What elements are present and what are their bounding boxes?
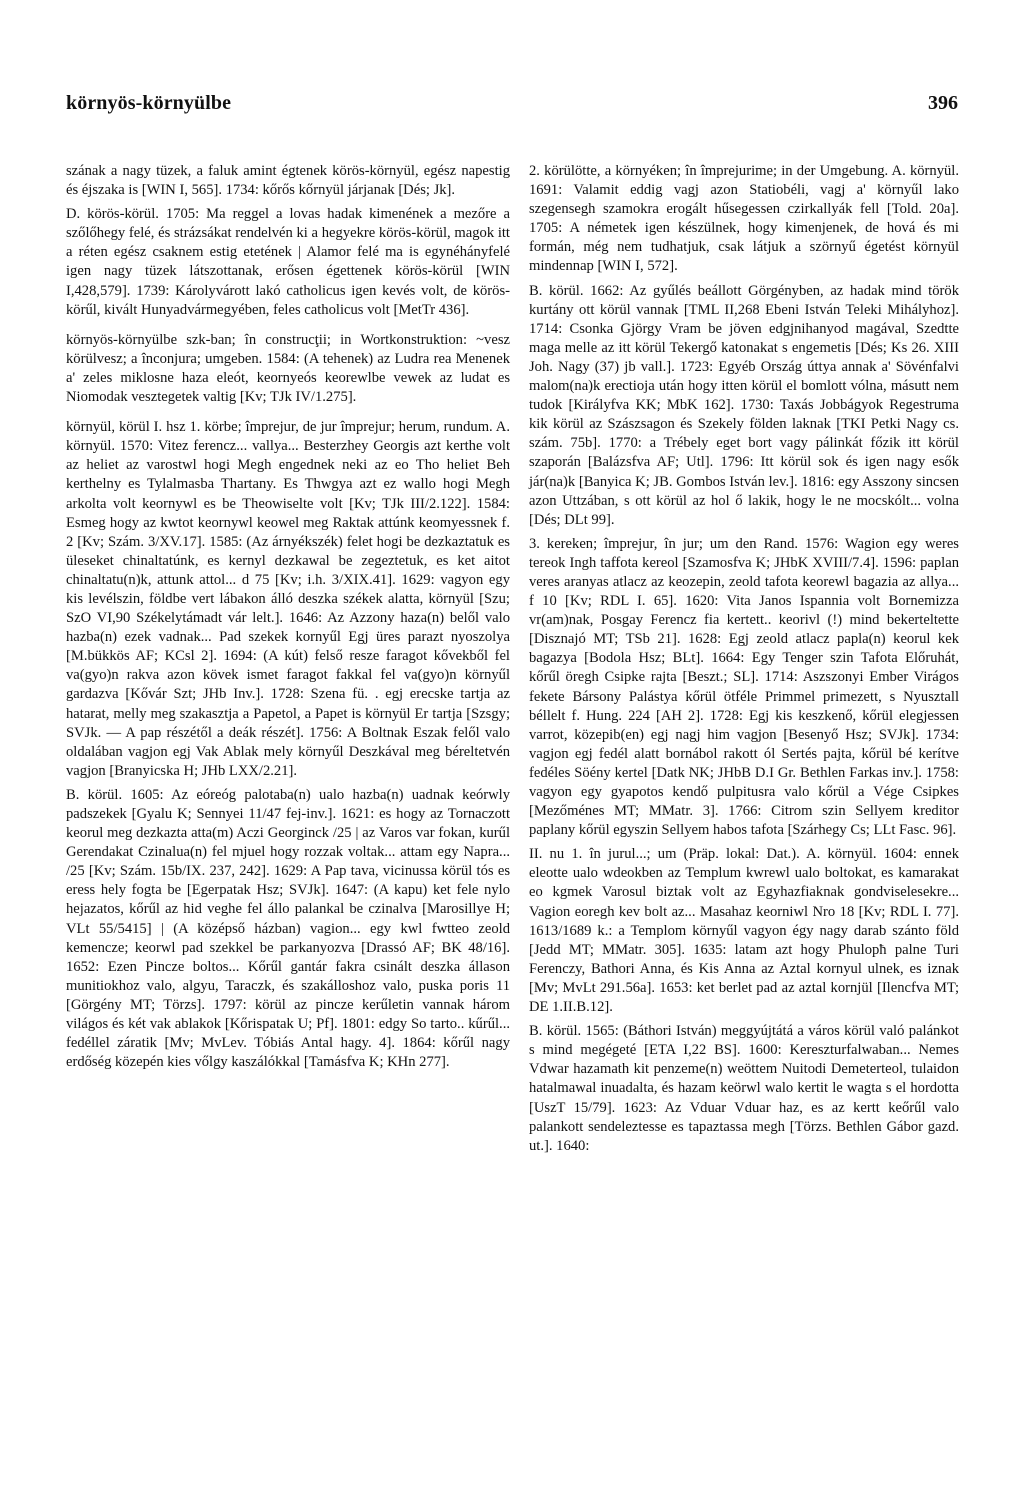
entry-paragraph: szának a nagy tüzek, a faluk amint égtenek körös-környül, egész napestig és éjszaka is [WIN I, 565]. 1734: kőrős kőrnyül járjanak [Dés; Jk]. <box>66 163 510 199</box>
left-column <box>66 162 510 1077</box>
entry-paragraph: II. nu 1. în jurul...; um (Präp. lokal: Dat.). A. környül. 1604: ennek eleotte ualo wdeokben az Templum kwrewl ualo boltokat, es kamarakat eo kgmek Varosul biztak volt az Egyhazfiaknak gondviselesekre... Vagion eoregh kev bolt az... Masahaz keorniwl Nro 18 [Kv; RDL I. 77]. 1613/1689 k.: a Templom környűl vagyon égy nagy darab szánto föld [Jedd MT; MMatr. 305]. 1635: latam azt hogy Phulopħ palne Turi Ferenczy, Bathori Anna, és Kis Anna az Aztal kornyul ulnek, es iznak [Mv; MvLt 291.56a]. 1653: ket berlet pad az aztal kornjül [Ilencfva MT; DE 1.II.B.12]. <box>529 846 959 1016</box>
entry-paragraph: B. körül. 1605: Az eóreóg palotaba(n) ualo hazba(n) uadnak keórwly padszekek [Gyalu K; Sennyei 11/47 fej-inv.]. 1621: es hogy az Tornaczott keorul meg dezkazta atta(m) Aczi Georginck /25 | az Varos var fokan, kurűl Gerendakat Czinalua(n) fel mjuel hogy rozzak voltak... attam egy Napra... /25 [Kv; Szám. 15b/IX. 237, 242]. 1629: A Pap tava, vicinussa körül tós es eress hely fogta be [Egerpatak Hsz; SVJk]. 1647: (A kapu) ket fele nylo hejazatos, kőrűl az hid veghe fel állo palankal be czinalva [Marosillye H; VLt 55/5415] | (A középső házban) vagion... egy kwl fwtteo zeold kemencze; keorwl pad szekkel be parkanyozva [Drassó AF; BK 48/16]. 1652: Ezen Pincze boltos... Kőrűl gantár fakra csinált deszka állason munitiokhoz valo, algyu, Taraczk, és szakálloshoz valo, puska poris 11 [Görgény MT; Törzs]. 1797: körül az pincze kerűletin vannak három világos és két vak ablakok [Kőrispatak U; Pf]. 1801: edgy So tarto.. kűrűl... fedéllel záratik [Mv; MvLev. Tóbiás Antal hagy. 4]. 1864: kőrűl nagy erdőség közepén kies vőlgy kaszálókkal [Tamásfva K; KHn 277]. <box>66 786 510 1071</box>
entry-paragraph: D. körös-körül. 1705: Ma reggel a lovas hadak kimenének a mezőre a szőlőhegy felé, és strázsákat rendelvén ki a hegyekre körös-körül, magok itt a réten egész csaknem estig etetének | Alamor felé ma is egynéhányfelé igen nagy tüzek látszottanak, erősen égettenek körös-körül [WIN I,428,579]. 1739: Károlyvárott lakó catholicus igen kevés volt, de körös-körűl, kivált Hunyadvármegyében, feles catholicus volt [MetTr 436]. <box>66 206 510 318</box>
right-column <box>529 162 959 1161</box>
page-number: 396 <box>928 92 958 114</box>
page-header <box>66 92 958 132</box>
entry-paragraph: B. körül. 1565: (Báthori István) meggyújtátá a város körül való palánkot s mind megégeté [ETA I,22 BS]. 1600: Kereszturfalwaban... Nemes Vdwar hazamath kit penzeme(n) weöttem Nuitodi Demeterteol, tulaidon hatalmawal inuadalta, és hazam keörwl walo kertit le wagta s el hordotta [UszT 15/79]. 1623: Az Vduar Vduar haz, es az kertt keőrűl valo palankott sendeleztesse es tapaztassa megh [Törzs. Bethlen Gábor gazd. ut.]. 1640: <box>529 1023 959 1154</box>
entry-paragraph: B. körül. 1662: Az gyűlés beállott Görgényben, az hadak mind török kurtány ott körül vannak [TML II,268 Ebeni István Teleki Mihályhoz]. 1714: Csonka Gjörgy Vram be jöven edgjnihanyod magával, Szedtte maga melle az itt körül Tekergő katonakat s engemetis [Dés; Ks 26. XIII Joh. Nagy (37) jb vall.]. 1723: Egyéb Ország úttya annak a' Sövénfalvi malom(na)k erectioja után hogy itten körül el bomlott vólna, másutt nem tudok [Királyfva KK; MbK 162]. 1730: Taxás Jobbágyok Regestruma kik körül az Szászsagon és Szekely földen laknak [TKI Petki Nagy cs. szám. 75b]. 1770: a Trébely eget bort vagy pálinkát főzik itt körül szaporán [Balázsfva AF; Utl]. 1796: Itt körül sok és igen nagy esők jár(na)k [Banyica K; JB. Gombos István lev.]. 1816: egy Asszony sincsen azon Uttzában, s ott körül az hol ő lakik, hogy le ne mocskólt... volna [Dés; DLt 99]. <box>529 282 959 528</box>
running-head: környös-környülbe <box>66 92 232 114</box>
entry-paragraph: 2. körülötte, a környéken; în împrejurime; in der Umgebung. A. környül. 1691: Valamit eddig vagj azon Statiobéli, vagj a' környűl lako szegensegh szamokra erogált hűsegessen czirkallyák fell [Told. 20a]. 1705: A németek igen készülnek, hogy kimenjenek, de hová és mi formán, még nem tudhatjuk, csak látjuk a szörnyű égetést környül mindennap [WIN I, 572]. <box>529 163 959 275</box>
entry-paragraph: környül, körül I. hsz 1. körbe; împrejur, de jur împrejur; herum, rundum. A. környül. 1570: Vitez ferencz... vallya... Besterzhey Georgis azt kerthe volt az heliet az varostwl hogi Megh engednek neki az eo Tho heliet Beh kerthelny es Tylalmasba Thartany. Es Thwgya azt ez wallo hogi Megh arkolta volt keornywl es be Theowiselte volt [Kv; TJk III/2.122]. 1584: Esmeg hogy az kwtot keornywl keowel meg Raktak attúnk keomyessnek f. 2 [Kv; Szám. 3/XV.17]. 1585: (Az árnyékszék) felet hogi be dezkaztatuk es üleseket chinaltatúnk, es kernyl dezkawal be zegeztetuk, es ket aitot chinaltatu(n)k, attunk attol... d 75 [Kv; i.h. 3/XIX.41]. 1629: vagyon egy kis levélszin, földbe vert lábakon álló deszka székek alatta, környül [Szu; SzO VI,90 Székelytámadt vár lelt.]. 1646: Az Azzony haza(n) belől valo hazba(n) ezek vadnak... Pad szekek kornyűl Egj üres parazt nyoszolya [M.bükkös AF; KCsl 2]. 1694: (A kút) felső resze faragot kővekből fel va(gyo)n rakva azon kövek ismet faragot fakkal fel va(gyo)n környűl gardazva [Kővár Szt; JHb Inv.]. 1728: Szena fü. . egj erecske tartja az hatarat, melly meg szakasztja a Papetol, a Papet is környül Er tartja [Szsgy; SVJk. — A pap részétől a deák részét]. 1756: A Boltnak Eszak felől valo oldalában vagjon egj Vak Ablak mely környűl Deszkával meg béreltetvén vagjon [Branyicska H; JHb LXX/2.21]. <box>66 419 510 779</box>
entry-paragraph: környös-környülbe szk-ban; în construcţii; in Wortkonstruktion: ~vesz körülvesz; a înconjura; umgeben. 1584: (A tehenek) az Ludra rea Menenek a' zeles miklosne haza eleót, keornyeós keorewlbe vewek az ludat es Niomodak vesztegetek valtig [Kv; TJk IV/1.275]. <box>66 331 510 406</box>
entry-paragraph: 3. kereken; împrejur, în jur; um den Rand. 1576: Wagion egy weres tereok Ingh taffota kereol [Szamosfva K; JHbK XVIII/7.4]. 1596: paplan veres aranyas atlacz az keozepin, zeold tafota keorewl bagazia az allya... f 10 [Kv; RDL I. 65]. 1620: Vita Janos Ispannia volt Bornemizza vr(am)nak, Posgay Ferencz fia kertett.. keorivl (!) mind bekerteltette [Disznajó MT; TSb 21]. 1628: Egj zeold atlacz papla(n) keorul kek bagazya [Bodola Hsz; BLt]. 1664: Egy Tenger szin Tafota Előruhát, kőrűl öregh Csipke rajta [Beszt.; SL]. 1714: Aszszonyi Ember Virágos fekete Bársony Palástya kőrül ötféle Primmel primezett, s Nyusztall béllelt f. Hung. 224 [AH 2]. 1728: Egj kis keszkenő, kőrül elegjessen varrot, közepib(en) egj nagj him vagjon [Besenyő Hsz; SVJk]. 1734: vagjon egj fedél alatt bornábol rakott ól Sertés pajta, kőrül bé kerítve fedéles Söény kertel [Datk NK; JHbB D.I Gr. Bethlen Farkas inv.]. 1758: vagyon egy gyapotos kendő pulpitusra valo kőrül a Vége Csipkes [Mezőménes MT; MMatr. 3]. 1766: Citrom szin Sellyem kreditor paplany kőrül egyszin Sellyem habos tafota [Szárhegy Cs; LLt Fasc. 96]. <box>529 535 959 839</box>
